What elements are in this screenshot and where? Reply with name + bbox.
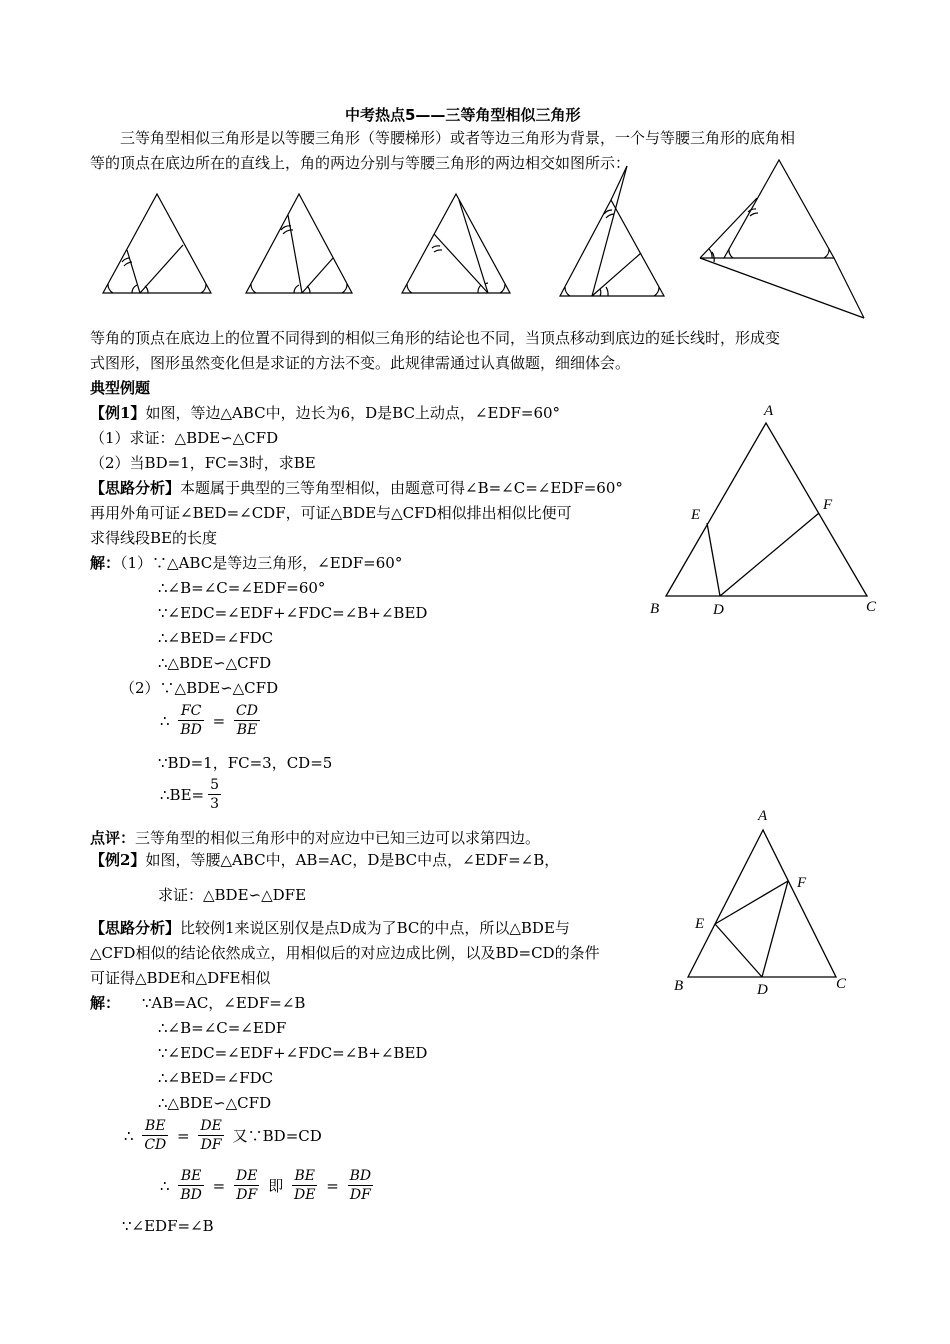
ex1-comment-tag: 点评： xyxy=(90,829,136,847)
fraction-fc-bd: $\frac{FC}{BD}$ xyxy=(180,703,202,738)
ex1-ratio-equation xyxy=(158,702,262,739)
ex1-sol-tag: 解： xyxy=(90,554,121,572)
config-figure-4 xyxy=(560,166,664,296)
ex1-analysis-tag: 【思路分析】 xyxy=(90,479,181,497)
ex1-comment: 三等角型的相似三角形中的对应边中已知三边可以求第四边。 xyxy=(135,829,541,847)
ex2-ratio-row-2 xyxy=(158,1167,375,1204)
ex1-comment-line xyxy=(90,829,540,847)
ex1-s3: ∵∠EDC=∠EDF+∠FDC=∠B+∠BED xyxy=(158,604,428,622)
ex2-statement-line xyxy=(90,851,559,869)
ex2-s3: ∵∠EDC=∠EDF+∠FDC=∠B+∠BED xyxy=(158,1044,428,1062)
configuration-figures xyxy=(0,0,950,330)
equals-sign: = xyxy=(326,1176,339,1195)
ex1-answer-prefix: ∴BE= xyxy=(160,785,205,804)
ex1-label-B: B xyxy=(650,601,660,617)
fraction-de-df-2: $\frac{DE}{DF}$ xyxy=(235,1168,258,1203)
fraction-be-cd: $\frac{BE}{CD}$ xyxy=(144,1118,167,1153)
ex2-s4: ∴∠BED=∠FDC xyxy=(158,1069,274,1087)
ex2-label-A: A xyxy=(758,808,768,824)
ex1-analysis-3: 求得线段BE的长度 xyxy=(90,529,217,547)
ex1-statement-line xyxy=(90,404,560,422)
ex1-solution-line-1 xyxy=(90,554,402,572)
ex2-label-C: C xyxy=(836,976,847,992)
fraction-be-bd: $\frac{BE}{BD}$ xyxy=(180,1168,202,1203)
ex2-statement: 如图，等腰△ABC中，AB=AC，D是BC中点，∠EDF=∠B， xyxy=(145,851,560,869)
ex1-label-F: F xyxy=(823,497,833,513)
ex1-label-E: E xyxy=(691,507,701,523)
page-title: 中考热点5——三等角型相似三角形 xyxy=(345,106,581,124)
ex2-prove: 求证：△BDE∽△DFE xyxy=(158,886,307,904)
ex2-figure xyxy=(660,800,860,1000)
equals-sign: = xyxy=(212,711,226,730)
ex1-analysis-2: 再用外角可证∠BED=∠CDF，可证△BDE与△CFD相似排出相似比便可 xyxy=(90,504,572,522)
fraction-de-df: $\frac{DE}{DF}$ xyxy=(200,1118,222,1153)
fraction-cd-be: $\frac{CD}{BE}$ xyxy=(235,703,258,738)
ex2-r2-mid: 即 xyxy=(268,1176,284,1195)
ex2-analysis-3: 可证得△BDE和△DFE相似 xyxy=(90,969,271,987)
ex1-q1: （1）求证：△BDE∽△CFD xyxy=(90,429,279,447)
ex1-s4: ∴∠BED=∠FDC xyxy=(158,629,274,647)
ex1-statement: 如图，等边△ABC中，边长为6，D是BC上动点，∠EDF=60° xyxy=(145,404,561,422)
ex1-label-D: D xyxy=(713,602,724,618)
intro-line-1: 三等角型相似三角形是以等腰三角形（等腰梯形）或者等边三角形为背景，一个与等腰三角形的底角相 xyxy=(120,129,796,147)
config-figure-5 xyxy=(700,160,864,318)
ex1-analysis-line-1 xyxy=(90,479,623,497)
ex1-s1: （1）∵△ABC是等边三角形，∠EDF=60° xyxy=(120,554,403,572)
ex2-label-B: B xyxy=(674,978,684,994)
therefore-symbol: ∴ xyxy=(160,1176,170,1195)
therefore-symbol: ∴ xyxy=(124,1126,134,1145)
therefore-symbol: ∴ xyxy=(160,711,170,730)
ex1-answer xyxy=(158,776,223,813)
ex2-solution-line-1 xyxy=(90,994,305,1012)
ex2-sol-tag: 解： xyxy=(90,994,121,1012)
ex2-analysis-tag: 【思路分析】 xyxy=(90,919,181,937)
ex1-figure xyxy=(640,395,890,625)
ex2-tag: 【例2】 xyxy=(90,851,146,869)
ex2-analysis-1: 比较例1来说区别仅是点D成为了BC的中点，所以△BDE与 xyxy=(180,919,570,937)
ex1-analysis-1: 本题属于典型的三等角型相似，由题意可得∠B=∠C=∠EDF=60° xyxy=(180,479,623,497)
after-figures-line-1: 等角的顶点在底边上的位置不同得到的相似三角形的结论也不同，当顶点移动到底边的延长线时，形成变 xyxy=(90,329,781,347)
fraction-5-3: $\frac{5}{3}$ xyxy=(210,777,220,812)
ex2-label-F: F xyxy=(797,875,807,891)
ex1-s2: ∴∠B=∠C=∠EDF=60° xyxy=(158,579,326,597)
intro-line-2: 等的顶点在底边所在的直线上，角的两边分别与等腰三角形的两边相交如图所示： xyxy=(90,154,631,172)
config-figure-1 xyxy=(103,194,211,293)
section-heading: 典型例题 xyxy=(90,379,151,397)
ex2-s1: ∵AB=AC，∠EDF=∠B xyxy=(142,994,306,1012)
ex1-label-C: C xyxy=(866,599,877,615)
ex1-s5: ∴△BDE∽△CFD xyxy=(158,654,272,672)
ex2-last: ∵∠EDF=∠B xyxy=(122,1217,214,1235)
ex2-analysis-line-1 xyxy=(90,919,570,937)
equals-sign: = xyxy=(177,1126,190,1145)
equals-sign: = xyxy=(212,1176,226,1195)
ex1-tag: 【例1】 xyxy=(90,404,146,422)
config-figure-2 xyxy=(246,194,352,293)
fraction-be-de: $\frac{BE}{DE}$ xyxy=(294,1168,316,1203)
fraction-bd-df: $\frac{BD}{DF}$ xyxy=(349,1168,372,1203)
ex2-ratio-row-1 xyxy=(122,1117,324,1154)
ex2-label-E: E xyxy=(695,916,705,932)
ex1-s8: ∵BD=1，FC=3，CD=5 xyxy=(158,754,333,772)
ex2-label-D: D xyxy=(757,982,768,998)
ex2-r1-tail: 又∵BD=CD xyxy=(232,1126,322,1145)
after-figures-line-2: 式图形，图形虽然变化但是求证的方法不变。此规律需通过认真做题，细细体会。 xyxy=(90,354,631,372)
ex2-s5: ∴△BDE∽△CFD xyxy=(158,1094,272,1112)
ex2-analysis-2: △CFD相似的结论依然成立，用相似后的对应边成比例，以及BD=CD的条件 xyxy=(90,944,600,962)
ex1-s6: （2）∵△BDE∽△CFD xyxy=(120,679,279,697)
ex2-s2: ∴∠B=∠C=∠EDF xyxy=(158,1019,287,1037)
ex1-q2: （2）当BD=1，FC=3时，求BE xyxy=(90,454,316,472)
ex1-label-A: A xyxy=(764,403,774,419)
config-figure-3 xyxy=(402,194,510,293)
